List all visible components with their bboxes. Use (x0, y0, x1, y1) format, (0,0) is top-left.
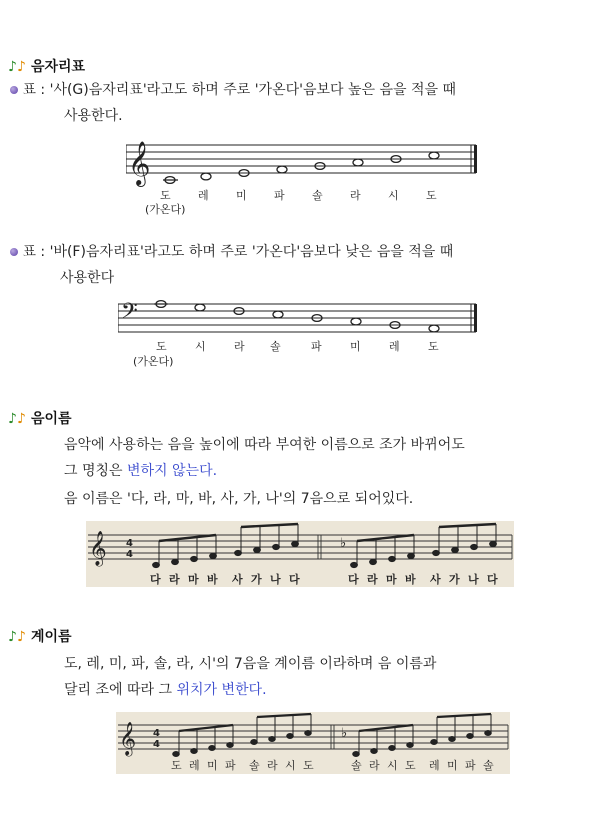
music-note-icon: ♪♪ (8, 411, 26, 427)
note-label: 라 (367, 573, 378, 586)
note-label: 도 (171, 759, 182, 772)
bass-desc-line1: 표 : '바(F)음자리표'라고도 하며 주로 '가온다'음보다 낮은 음을 적을 때 (22, 244, 454, 260)
heading-label: 계이름 (30, 629, 72, 645)
note-label: 솔 (483, 759, 494, 772)
section-heading-clefs (8, 56, 85, 76)
line-text: 달리 조에 따라 그 (64, 682, 177, 698)
note-label: 미 (236, 189, 247, 202)
note-label: 도 (405, 759, 416, 772)
note-label: 솔 (312, 189, 323, 202)
note-label: 솔 (270, 340, 281, 353)
note-label: 라 (234, 340, 245, 353)
note-label: 라 (350, 189, 361, 202)
note-label: 시 (285, 759, 296, 772)
highlight-text: 위치가 변한다. (176, 682, 267, 698)
solfege-score (116, 712, 510, 774)
note-label: 마 (386, 573, 397, 586)
solfege-line1: 도, 레, 미, 파, 솔, 라, 시'의 7음을 계이름 이라하며 음 이름과 (64, 656, 437, 672)
section-heading-solfege (8, 626, 72, 646)
note-label: 레 (189, 759, 200, 772)
treble-staff (126, 138, 482, 190)
solfege-line2 (64, 678, 267, 702)
music-note-icon: ♪♪ (8, 629, 26, 645)
highlight-text: 변하지 않는다. (127, 463, 218, 479)
section-heading-pitch-names (8, 408, 72, 428)
time-sig-top: 4 (126, 538, 133, 549)
note-label: 다 (289, 573, 300, 586)
note-label: 솔 (249, 759, 260, 772)
treble-clef-icon: 𝄞 (89, 531, 107, 566)
note-label: 바 (405, 573, 416, 586)
bass-desc (10, 240, 453, 264)
note-label: 가 (449, 573, 460, 586)
note-label: 시 (388, 189, 399, 202)
note-label: 사 (430, 573, 441, 586)
pitch-names-staff (86, 521, 514, 569)
note-label: 바 (207, 573, 218, 586)
heading-label: 음자리표 (30, 59, 86, 75)
note-label: 미 (447, 759, 458, 772)
note-label: 다 (487, 573, 498, 586)
note-label: 나 (468, 573, 479, 586)
time-sig-bottom: 4 (153, 739, 160, 750)
note-label: 파 (225, 759, 236, 772)
pitch-names-line1: 음악에 사용하는 음을 높이에 따라 부여한 이름으로 조가 바뀌어도 (64, 437, 465, 453)
bullet-icon (10, 86, 18, 94)
pitch-names-line2 (64, 459, 217, 483)
time-sig-top: 4 (153, 728, 160, 739)
note-label: 사 (232, 573, 243, 586)
note-label: 도 (303, 759, 314, 772)
note-label: 미 (350, 340, 361, 353)
note-label: 라 (369, 759, 380, 772)
note-label: 도 (426, 189, 437, 202)
flat-icon: ♭ (340, 536, 347, 551)
note-label: 파 (274, 189, 285, 202)
note-label: 가 (251, 573, 262, 586)
note-label: 도 (160, 189, 171, 202)
note-label: 솔 (351, 759, 362, 772)
note-label: 도 (156, 340, 167, 353)
note-label: 레 (198, 189, 209, 202)
treble-clef-icon: 𝄞 (119, 721, 137, 755)
note-label: 라 (267, 759, 278, 772)
bass-staff (118, 296, 482, 336)
bass-desc-line2: 사용한다 (60, 270, 115, 286)
bass-clef-icon: 𝄢 (121, 299, 138, 329)
treble-clef-icon: 𝄞 (128, 141, 151, 185)
note-label: 나 (270, 573, 281, 586)
note-label: 파 (311, 340, 322, 353)
pitch-names-line3: 음 이름은 '다, 라, 마, 바, 사, 가, 나'의 7음으로 되어있다. (64, 491, 414, 507)
note-label: 다 (150, 573, 161, 586)
treble-desc (10, 78, 456, 102)
music-note-icon: ♪♪ (8, 59, 26, 75)
note-label: 시 (387, 759, 398, 772)
note-label: 마 (188, 573, 199, 586)
bass-sub-label: (가온다) (133, 355, 174, 368)
time-sig-bottom: 4 (126, 549, 133, 560)
note-label: 다 (348, 573, 359, 586)
treble-desc-line2: 사용한다. (64, 108, 123, 124)
line-text: 그 명칭은 (64, 463, 127, 479)
note-label: 파 (465, 759, 476, 772)
bullet-icon (10, 248, 18, 256)
note-label: 레 (389, 340, 400, 353)
note-label: 레 (429, 759, 440, 772)
note-label: 시 (195, 340, 206, 353)
treble-desc-line1: 표 : '사(G)음자리표'라고도 하며 주로 '가온다'음보다 높은 음을 적을 때 (22, 82, 457, 98)
treble-sub-label: (가온다) (145, 203, 186, 216)
pitch-names-score (86, 521, 514, 587)
flat-icon: ♭ (341, 726, 348, 741)
note-label: 도 (428, 340, 439, 353)
note-label: 라 (169, 573, 180, 586)
heading-label: 음이름 (30, 411, 72, 427)
note-label: 미 (207, 759, 218, 772)
solfege-staff (116, 712, 510, 758)
